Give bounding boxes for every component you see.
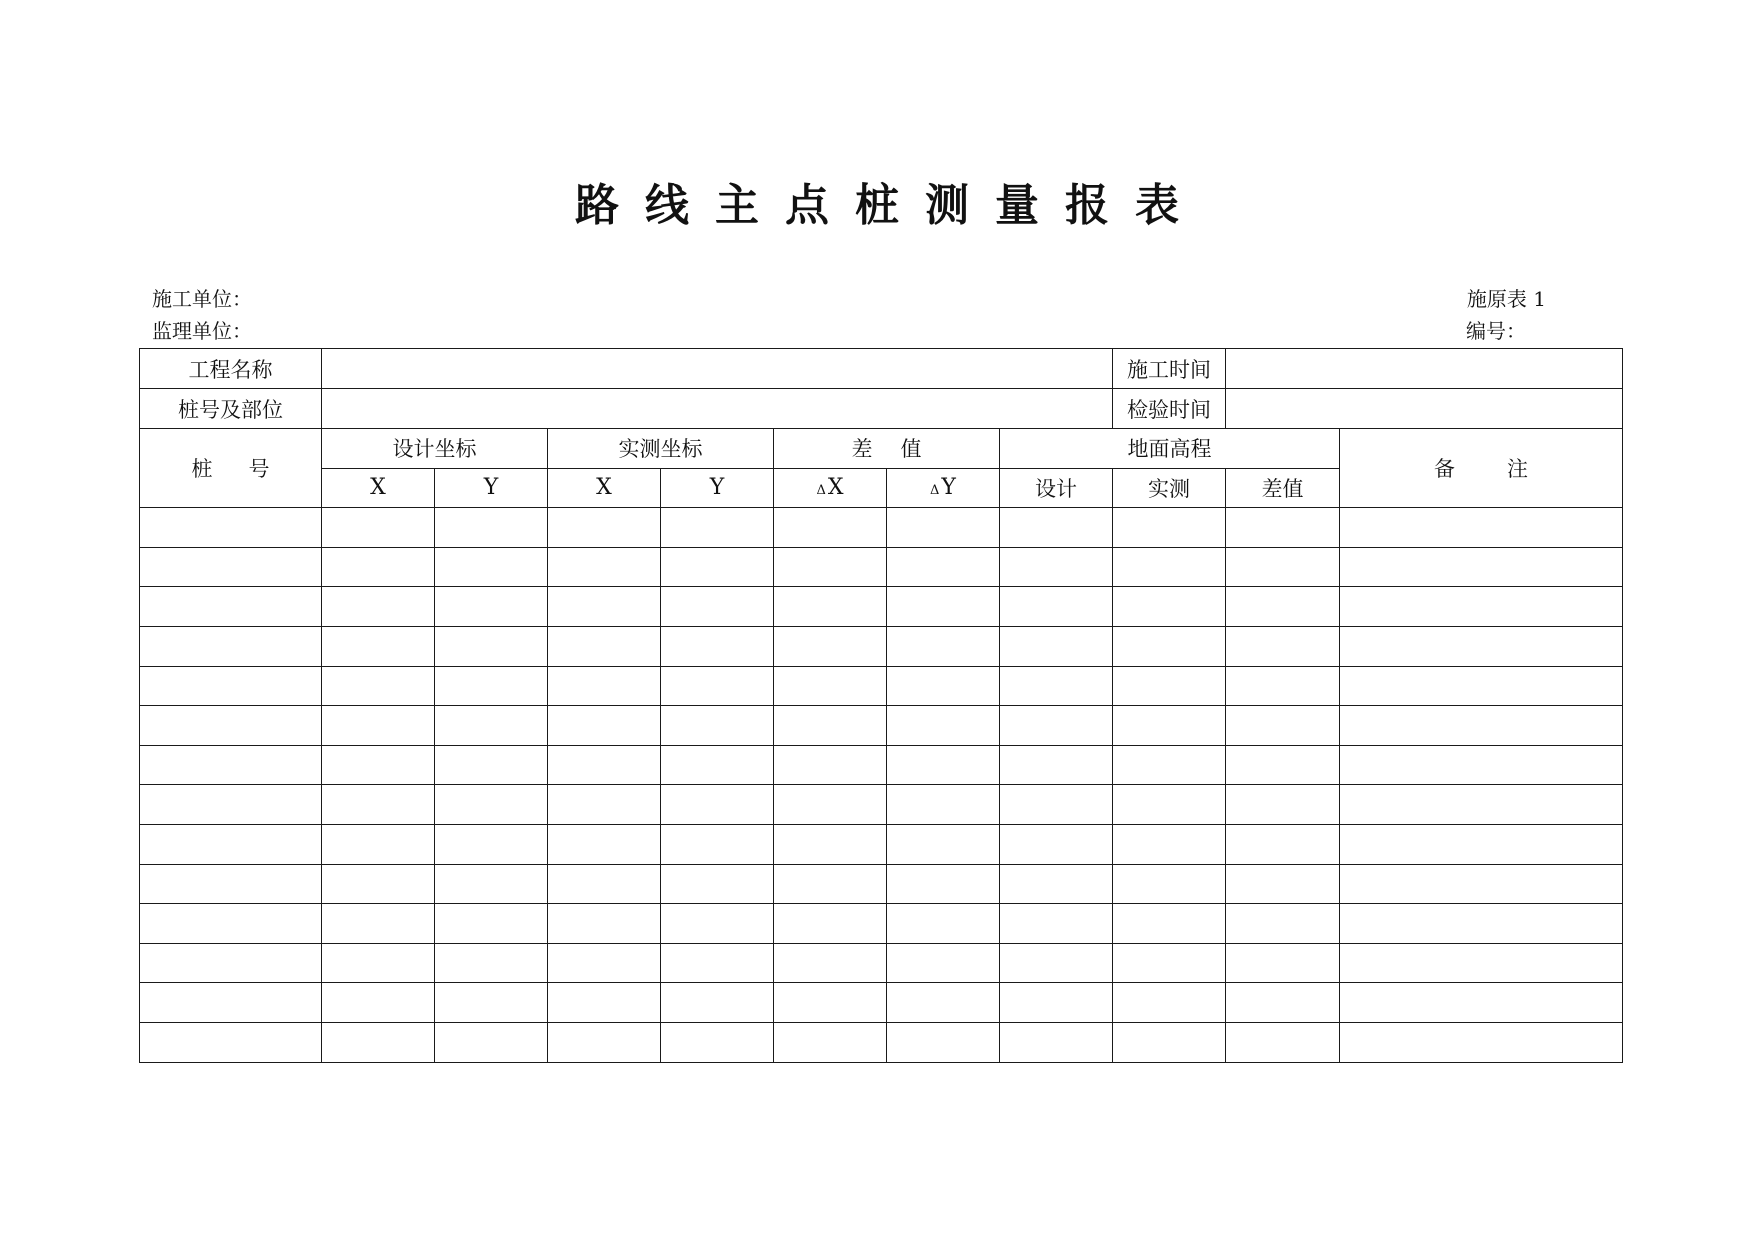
form-code: 施原表 1 — [1466, 287, 1546, 311]
remarks-cell[interactable] — [1340, 547, 1623, 587]
elevation-measured-cell[interactable] — [1113, 824, 1226, 864]
remarks-cell[interactable] — [1340, 666, 1623, 706]
number-label: 编号： — [1466, 319, 1526, 343]
elevation-measured-cell[interactable] — [1113, 1022, 1226, 1062]
elevation-difference-cell[interactable] — [1226, 1022, 1340, 1062]
measured-x-cell[interactable] — [548, 626, 661, 666]
delta-y-cell[interactable] — [887, 785, 1000, 825]
measured-y-cell[interactable] — [661, 904, 774, 944]
elevation-measured-cell[interactable] — [1113, 547, 1226, 587]
station-cell[interactable] — [140, 587, 322, 627]
delta-x-header: ΔX — [774, 468, 887, 508]
station-part-row — [140, 389, 1623, 429]
design-y-cell[interactable] — [435, 943, 548, 983]
design-x-cell[interactable] — [322, 983, 435, 1023]
design-y-cell[interactable] — [435, 1022, 548, 1062]
measured-x-cell[interactable] — [548, 587, 661, 627]
delta-y-cell[interactable] — [887, 983, 1000, 1023]
design-y-cell[interactable] — [435, 547, 548, 587]
elevation-difference-cell[interactable] — [1226, 547, 1340, 587]
measured-y-cell[interactable] — [661, 626, 774, 666]
station-cell[interactable] — [140, 824, 322, 864]
table-row — [140, 587, 1623, 627]
remarks-cell[interactable] — [1340, 745, 1623, 785]
design-y-cell[interactable] — [435, 983, 548, 1023]
station-cell[interactable] — [140, 745, 322, 785]
design-x-cell[interactable] — [322, 547, 435, 587]
table-row — [140, 626, 1623, 666]
remarks-cell[interactable] — [1340, 943, 1623, 983]
measured-x-cell[interactable] — [548, 508, 661, 548]
table-row — [140, 864, 1623, 904]
delta-x-cell[interactable] — [774, 587, 887, 627]
delta-x-cell[interactable] — [774, 626, 887, 666]
measured-x-cell[interactable] — [548, 943, 661, 983]
measured-y-cell[interactable] — [661, 587, 774, 627]
remarks-cell[interactable] — [1340, 706, 1623, 746]
measured-x-cell[interactable] — [548, 745, 661, 785]
measured-coord-header: 实测坐标 — [548, 429, 774, 469]
station-cell[interactable] — [140, 666, 322, 706]
delta-x-cell[interactable] — [774, 547, 887, 587]
inspection-time-field[interactable] — [1226, 389, 1623, 429]
elevation-measured-cell[interactable] — [1113, 508, 1226, 548]
header-row-1 — [140, 429, 1623, 469]
construction-time-field[interactable] — [1226, 349, 1623, 389]
elevation-difference-cell[interactable] — [1226, 587, 1340, 627]
station-header: 桩号 — [140, 429, 322, 508]
station-cell[interactable] — [140, 943, 322, 983]
measured-y-cell[interactable] — [661, 547, 774, 587]
delta-x-cell[interactable] — [774, 785, 887, 825]
measured-x-cell[interactable] — [548, 864, 661, 904]
design-x-cell[interactable] — [322, 904, 435, 944]
design-x-cell[interactable] — [322, 1022, 435, 1062]
design-x-cell[interactable] — [322, 824, 435, 864]
form-title: 路线主点桩测量报表 — [575, 180, 1205, 231]
remarks-cell[interactable] — [1340, 904, 1623, 944]
elevation-difference-cell[interactable] — [1226, 904, 1340, 944]
design-x-cell[interactable] — [322, 943, 435, 983]
design-y-cell[interactable] — [435, 904, 548, 944]
elevation-difference-cell[interactable] — [1226, 983, 1340, 1023]
design-x-cell[interactable] — [322, 508, 435, 548]
elevation-design-cell[interactable] — [1000, 547, 1113, 587]
table-row — [140, 904, 1623, 944]
delta-y-cell[interactable] — [887, 547, 1000, 587]
design-x-cell[interactable] — [322, 587, 435, 627]
inspection-time-label: 检验时间 — [1113, 389, 1226, 429]
elevation-design-cell[interactable] — [1000, 943, 1113, 983]
survey-report-table — [139, 348, 1623, 1063]
elevation-difference-cell[interactable] — [1226, 943, 1340, 983]
table-row — [140, 666, 1623, 706]
elevation-difference-cell[interactable] — [1226, 745, 1340, 785]
supervision-unit-label: 监理单位： — [152, 319, 252, 343]
design-y-cell[interactable] — [435, 824, 548, 864]
ground-elevation-header: 地面高程 — [1000, 429, 1340, 469]
table-row — [140, 983, 1623, 1023]
elevation-design-cell[interactable] — [1000, 1022, 1113, 1062]
project-name-row — [140, 349, 1623, 389]
delta-y-cell[interactable] — [887, 745, 1000, 785]
design-x-cell[interactable] — [322, 785, 435, 825]
measured-y-cell[interactable] — [661, 745, 774, 785]
table-row — [140, 706, 1623, 746]
delta-y-cell[interactable] — [887, 666, 1000, 706]
measured-x-cell[interactable] — [548, 785, 661, 825]
measured-x-cell[interactable] — [548, 824, 661, 864]
delta-y-cell[interactable] — [887, 904, 1000, 944]
delta-y-cell[interactable] — [887, 943, 1000, 983]
construction-time-label: 施工时间 — [1113, 349, 1226, 389]
measured-x-cell[interactable] — [548, 706, 661, 746]
elevation-measured-cell[interactable] — [1113, 943, 1226, 983]
table-row — [140, 745, 1623, 785]
elevation-difference-cell[interactable] — [1226, 508, 1340, 548]
measured-x-cell[interactable] — [548, 983, 661, 1023]
design-y-cell[interactable] — [435, 706, 548, 746]
elevation-measured-cell[interactable] — [1113, 587, 1226, 627]
measured-x-cell[interactable] — [548, 904, 661, 944]
table-row — [140, 1022, 1623, 1062]
design-x-cell[interactable] — [322, 745, 435, 785]
delta-x-cell[interactable] — [774, 824, 887, 864]
station-cell[interactable] — [140, 904, 322, 944]
elevation-design-cell[interactable] — [1000, 508, 1113, 548]
station-cell[interactable] — [140, 785, 322, 825]
elevation-design-cell[interactable] — [1000, 983, 1113, 1023]
design-coord-header: 设计坐标 — [322, 429, 548, 469]
table-row — [140, 547, 1623, 587]
elevation-design-cell[interactable] — [1000, 785, 1113, 825]
measured-y-cell[interactable] — [661, 943, 774, 983]
measured-y-cell[interactable] — [661, 785, 774, 825]
measured-y-cell[interactable] — [661, 666, 774, 706]
delta-y-cell[interactable] — [887, 508, 1000, 548]
design-x-cell[interactable] — [322, 706, 435, 746]
delta-x-cell[interactable] — [774, 666, 887, 706]
elevation-measured-cell[interactable] — [1113, 626, 1226, 666]
elevation-measured-cell[interactable] — [1113, 904, 1226, 944]
measured-y-cell[interactable] — [661, 864, 774, 904]
delta-x-cell[interactable] — [774, 983, 887, 1023]
measured-y-cell[interactable] — [661, 824, 774, 864]
measured-x-cell[interactable] — [548, 1022, 661, 1062]
station-cell[interactable] — [140, 864, 322, 904]
remarks-cell[interactable] — [1340, 983, 1623, 1023]
elevation-design-cell[interactable] — [1000, 666, 1113, 706]
station-cell[interactable] — [140, 706, 322, 746]
design-y-cell[interactable] — [435, 626, 548, 666]
design-x-cell[interactable] — [322, 626, 435, 666]
station-part-label: 桩号及部位 — [140, 389, 322, 429]
delta-x-cell[interactable] — [774, 1022, 887, 1062]
table-row — [140, 943, 1623, 983]
elevation-difference-cell[interactable] — [1226, 626, 1340, 666]
remarks-header: 备注 — [1340, 429, 1623, 508]
delta-y-cell[interactable] — [887, 587, 1000, 627]
project-name-label: 工程名称 — [140, 349, 322, 389]
elevation-design-cell[interactable] — [1000, 626, 1113, 666]
elevation-measured-cell[interactable] — [1113, 864, 1226, 904]
station-part-field[interactable] — [322, 389, 1113, 429]
delta-y-header: ΔY — [887, 468, 1000, 508]
elevation-measured-cell[interactable] — [1113, 745, 1226, 785]
remarks-cell[interactable] — [1340, 508, 1623, 548]
elevation-difference-header: 差值 — [1226, 468, 1340, 508]
design-y-cell[interactable] — [435, 785, 548, 825]
design-y-header: Y — [435, 468, 548, 508]
station-cell[interactable] — [140, 1022, 322, 1062]
elevation-measured-cell[interactable] — [1113, 983, 1226, 1023]
delta-x-cell[interactable] — [774, 904, 887, 944]
construction-unit-label: 施工单位： — [152, 287, 252, 311]
station-cell[interactable] — [140, 626, 322, 666]
delta-y-cell[interactable] — [887, 824, 1000, 864]
delta-y-cell[interactable] — [887, 864, 1000, 904]
table-row — [140, 785, 1623, 825]
elevation-design-header: 设计 — [1000, 468, 1113, 508]
delta-x-cell[interactable] — [774, 508, 887, 548]
delta-y-cell[interactable] — [887, 626, 1000, 666]
measured-x-cell[interactable] — [548, 547, 661, 587]
elevation-measured-cell[interactable] — [1113, 785, 1226, 825]
measured-y-cell[interactable] — [661, 508, 774, 548]
station-cell[interactable] — [140, 508, 322, 548]
design-y-cell[interactable] — [435, 864, 548, 904]
delta-x-cell[interactable] — [774, 745, 887, 785]
elevation-difference-cell[interactable] — [1226, 864, 1340, 904]
elevation-design-cell[interactable] — [1000, 824, 1113, 864]
remarks-cell[interactable] — [1340, 864, 1623, 904]
remarks-cell[interactable] — [1340, 785, 1623, 825]
elevation-design-cell[interactable] — [1000, 745, 1113, 785]
project-name-field[interactable] — [322, 349, 1113, 389]
design-y-cell[interactable] — [435, 508, 548, 548]
remarks-cell[interactable] — [1340, 1022, 1623, 1062]
delta-y-cell[interactable] — [887, 1022, 1000, 1062]
delta-x-cell[interactable] — [774, 706, 887, 746]
elevation-design-cell[interactable] — [1000, 587, 1113, 627]
elevation-measured-cell[interactable] — [1113, 706, 1226, 746]
elevation-difference-cell[interactable] — [1226, 706, 1340, 746]
delta-x-cell[interactable] — [774, 864, 887, 904]
measured-y-cell[interactable] — [661, 706, 774, 746]
elevation-design-cell[interactable] — [1000, 706, 1113, 746]
station-cell[interactable] — [140, 547, 322, 587]
measured-x-cell[interactable] — [548, 666, 661, 706]
elevation-difference-cell[interactable] — [1226, 824, 1340, 864]
table-row — [140, 824, 1623, 864]
elevation-measured-cell[interactable] — [1113, 666, 1226, 706]
remarks-cell[interactable] — [1340, 824, 1623, 864]
design-y-cell[interactable] — [435, 745, 548, 785]
design-x-cell[interactable] — [322, 666, 435, 706]
table-row — [140, 508, 1623, 548]
design-y-cell[interactable] — [435, 587, 548, 627]
measured-y-header: Y — [661, 468, 774, 508]
elevation-design-cell[interactable] — [1000, 864, 1113, 904]
measured-y-cell[interactable] — [661, 983, 774, 1023]
measured-x-header: X — [548, 468, 661, 508]
delta-y-cell[interactable] — [887, 706, 1000, 746]
elevation-difference-cell[interactable] — [1226, 785, 1340, 825]
design-x-cell[interactable] — [322, 864, 435, 904]
elevation-difference-cell[interactable] — [1226, 666, 1340, 706]
elevation-design-cell[interactable] — [1000, 904, 1113, 944]
design-y-cell[interactable] — [435, 666, 548, 706]
measured-y-cell[interactable] — [661, 1022, 774, 1062]
station-cell[interactable] — [140, 983, 322, 1023]
difference-header: 差值 — [774, 429, 1000, 469]
remarks-cell[interactable] — [1340, 587, 1623, 627]
elevation-measured-header: 实测 — [1113, 468, 1226, 508]
remarks-cell[interactable] — [1340, 626, 1623, 666]
design-x-header: X — [322, 468, 435, 508]
delta-x-cell[interactable] — [774, 943, 887, 983]
